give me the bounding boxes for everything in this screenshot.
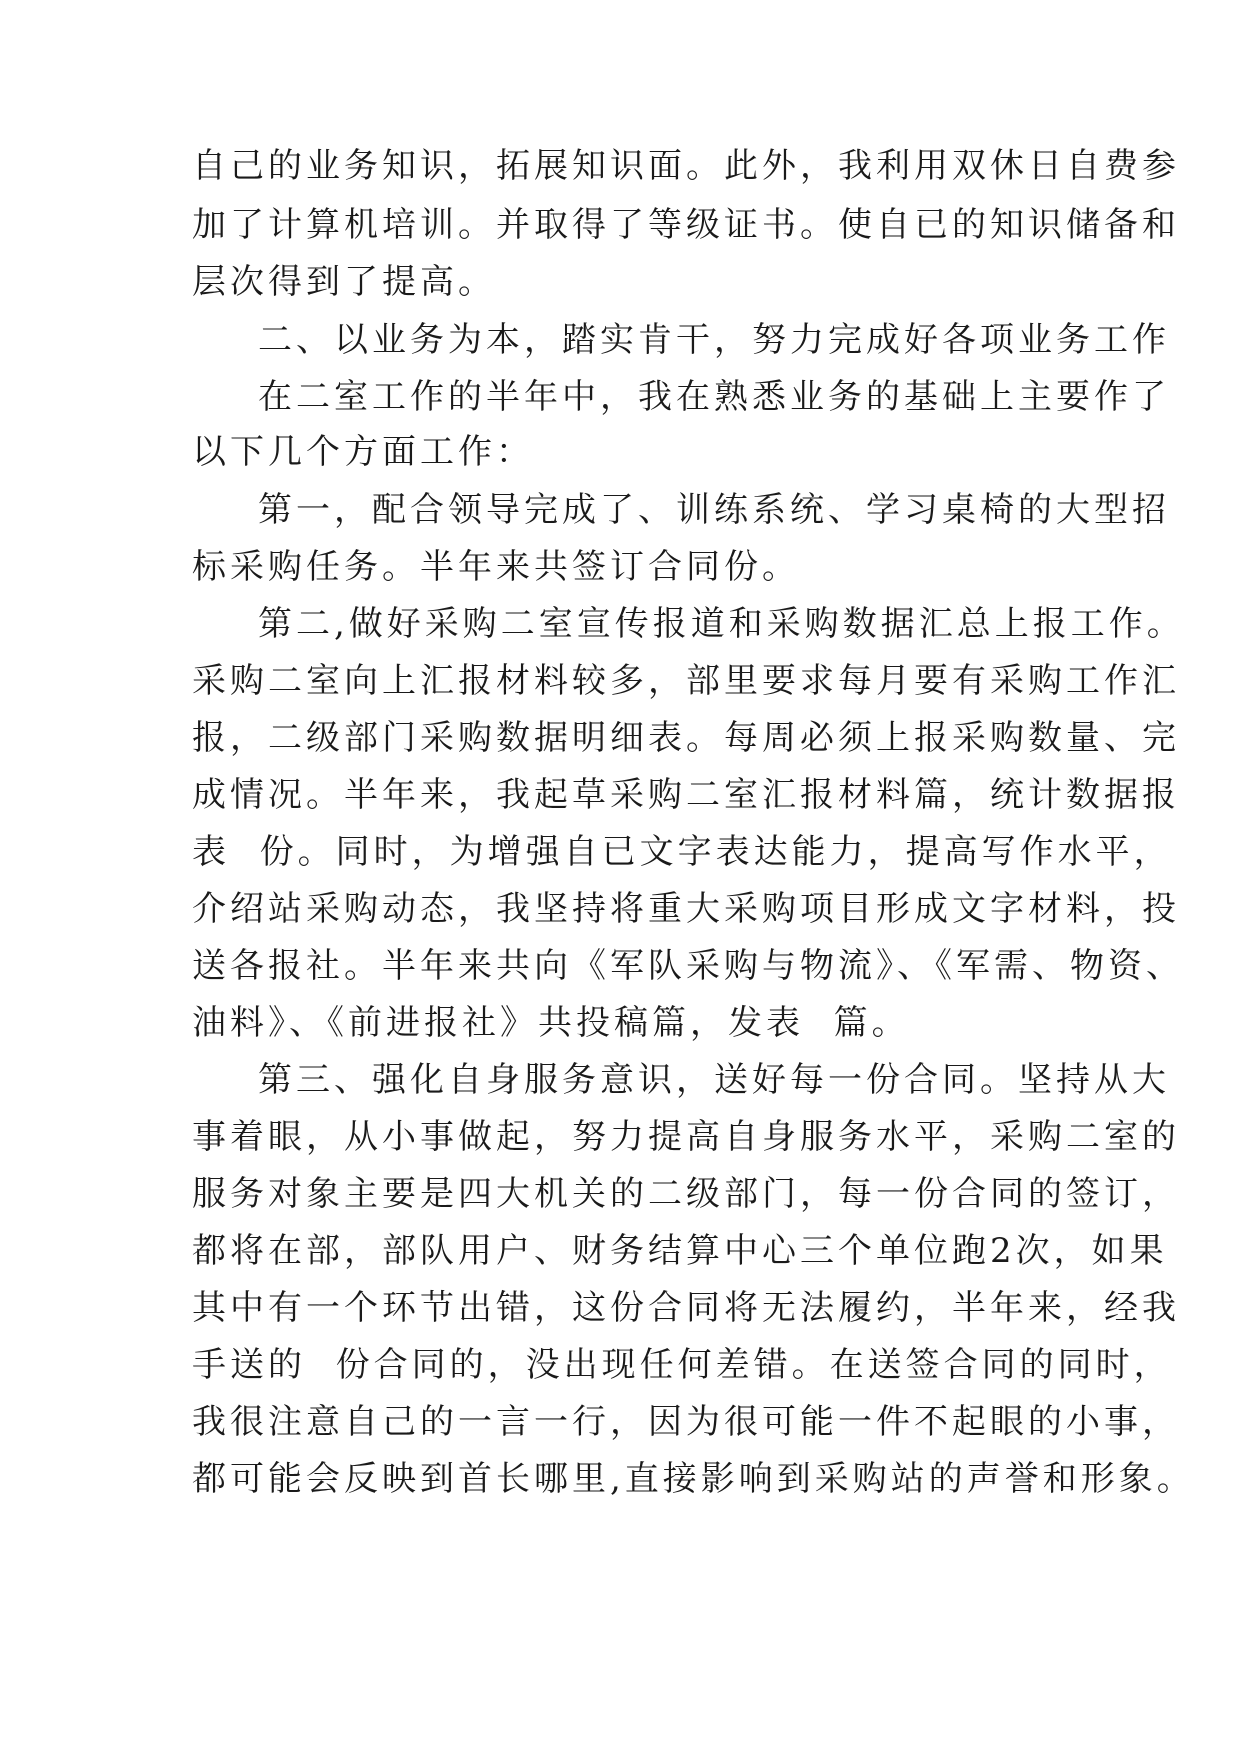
body-line-19: 服务对象主要是四大机关的二级部门，每一份合同的签订， bbox=[192, 1174, 1180, 1214]
body-line-14: 介绍站采购动态，我坚持将重大采购项目形成文字材料，投 bbox=[192, 889, 1180, 929]
section-heading-2: 二、以业务为本，踏实肯干，努力完成好各项业务工作 bbox=[258, 320, 1170, 360]
body-line-17: 第三、强化自身服务意识，送好每一份合同。坚持从大 bbox=[258, 1060, 1170, 1100]
body-line-11: 报，二级部门采购数据明细表。每周必须上报采购数量、完 bbox=[192, 718, 1180, 758]
body-line-5: 在二室工作的半年中，我在熟悉业务的基础上主要作了 bbox=[258, 377, 1170, 417]
body-line-20: 都将在部，部队用户、财务结算中心三个单位跑2次，如果 bbox=[192, 1231, 1168, 1271]
body-line-9: 第二,做好采购二室宣传报道和采购数据汇总上报工作。 bbox=[258, 604, 1185, 644]
body-line-22: 手送的 份合同的，没出现任何差错。在送签合同的同时， bbox=[192, 1345, 1172, 1385]
body-line-1: 自己的业务知识，拓展知识面。此外，我利用双休日自费参 bbox=[192, 146, 1180, 186]
body-line-16: 油料》、《前进报社》共投稿篇，发表 篇。 bbox=[192, 1003, 910, 1043]
body-line-2: 加了计算机培训。并取得了等级证书。使自已的知识储备和 bbox=[192, 205, 1180, 245]
body-line-23: 我很注意自己的一言一行，因为很可能一件不起眼的小事， bbox=[192, 1402, 1180, 1442]
body-line-8: 标采购任务。半年来共签订合同份。 bbox=[192, 547, 800, 587]
body-line-6: 以下几个方面工作： bbox=[192, 432, 534, 472]
body-line-7: 第一，配合领导完成了、训练系统、学习桌椅的大型招 bbox=[258, 490, 1170, 530]
body-line-13: 表 份。同时，为增强自已文字表达能力，提高写作水平， bbox=[192, 832, 1172, 872]
body-line-10: 采购二室向上汇报材料较多，部里要求每月要有采购工作汇 bbox=[192, 661, 1180, 701]
body-line-12: 成情况。半年来，我起草采购二室汇报材料篇，统计数据报 bbox=[192, 775, 1180, 815]
body-line-21: 其中有一个环节出错，这份合同将无法履约，半年来，经我 bbox=[192, 1288, 1180, 1328]
body-line-3: 层次得到了提高。 bbox=[192, 262, 496, 302]
body-line-18: 事着眼，从小事做起，努力提高自身服务水平，采购二室的 bbox=[192, 1117, 1180, 1157]
body-line-15: 送各报社。半年来共向《军队采购与物流》、《军需、物资、 bbox=[192, 946, 1184, 986]
body-line-24: 都可能会反映到首长哪里,直接影响到采购站的声誉和形象。 bbox=[192, 1459, 1195, 1499]
